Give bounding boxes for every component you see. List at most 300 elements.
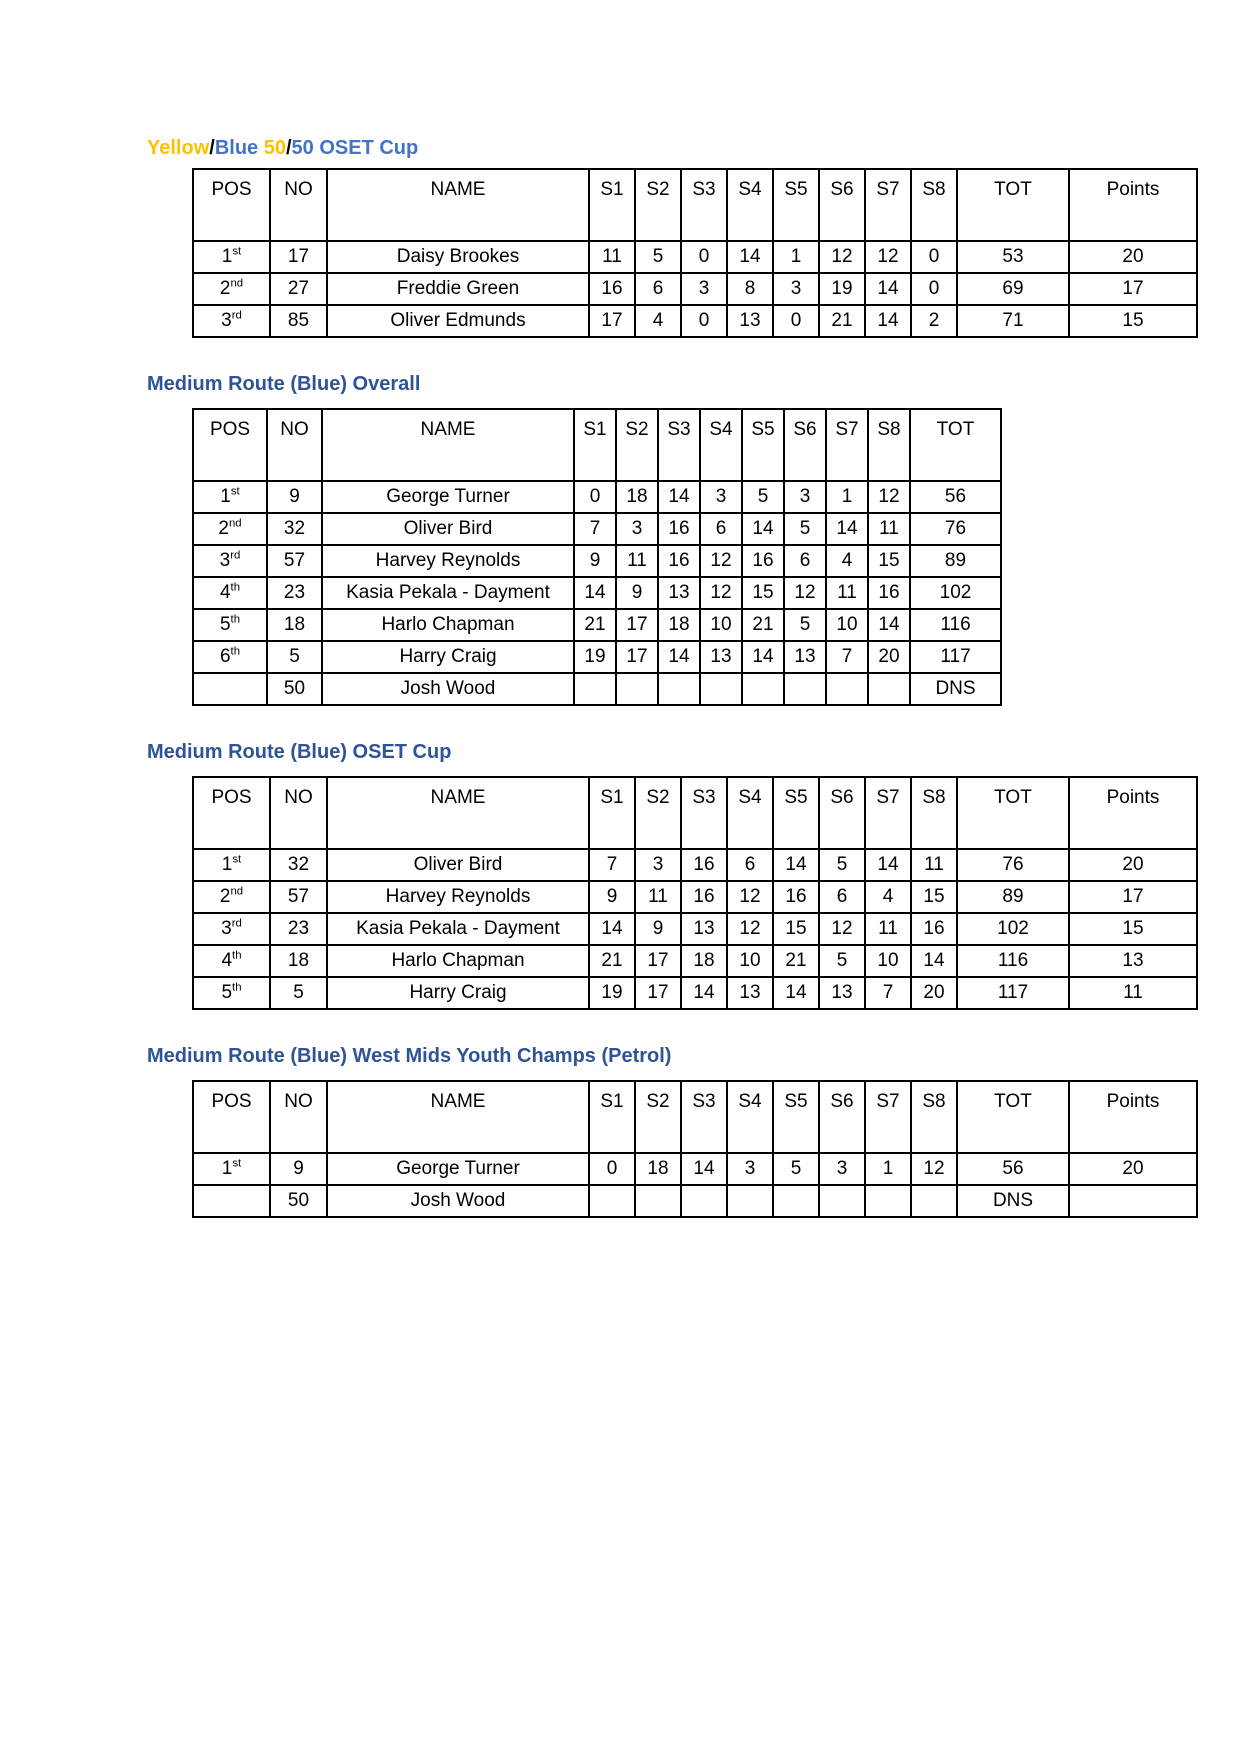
- position-cell: [193, 481, 267, 513]
- position-number: 1: [221, 854, 233, 875]
- points-cell: 20: [1069, 849, 1197, 881]
- rider-name-cell: Harlo Chapman: [322, 609, 574, 641]
- rider-name-cell: Josh Wood: [322, 673, 574, 705]
- position-ordinal-suffix: nd: [228, 517, 242, 530]
- column-header: S6: [784, 409, 826, 481]
- section-score-cell: 6: [819, 881, 865, 913]
- rider-number-cell: 32: [270, 849, 327, 881]
- column-header: S5: [773, 1081, 819, 1153]
- column-header: S1: [589, 169, 635, 241]
- table-row: [193, 577, 1001, 609]
- rider-number-cell: 9: [267, 481, 322, 513]
- section-score-cell: 9: [574, 545, 616, 577]
- section-score-cell: 16: [868, 577, 910, 609]
- position-number: 4: [221, 950, 233, 971]
- section-score-cell: 13: [681, 913, 727, 945]
- column-header: S1: [574, 409, 616, 481]
- section-score-cell: 0: [911, 273, 957, 305]
- section-score-cell: 0: [911, 241, 957, 273]
- section-score-cell: 11: [589, 241, 635, 273]
- section-score-cell: [773, 1185, 819, 1217]
- column-header: TOT: [957, 1081, 1069, 1153]
- table-row: [193, 241, 1197, 273]
- heading-yellow-blue-5050-oset-cup: [147, 136, 1210, 160]
- section-score-cell: 11: [635, 881, 681, 913]
- section-score-cell: 14: [742, 513, 784, 545]
- section-score-cell: 12: [868, 481, 910, 513]
- section-score-cell: 0: [773, 305, 819, 337]
- section-score-cell: 21: [574, 609, 616, 641]
- position-ordinal-suffix: rd: [231, 309, 242, 322]
- column-header: NAME: [327, 777, 589, 849]
- section-score-cell: [589, 1185, 635, 1217]
- column-header: S8: [911, 777, 957, 849]
- table-row: [193, 609, 1001, 641]
- table-row: [193, 481, 1001, 513]
- section-score-cell: 11: [865, 913, 911, 945]
- rider-name-cell: Harlo Chapman: [327, 945, 589, 977]
- section-score-cell: 13: [784, 641, 826, 673]
- position-cell: [193, 913, 270, 945]
- section-score-cell: 18: [616, 481, 658, 513]
- section-score-cell: 14: [658, 481, 700, 513]
- table-row: [193, 945, 1197, 977]
- section-score-cell: 16: [589, 273, 635, 305]
- position-cell: [193, 545, 267, 577]
- section-score-cell: [784, 673, 826, 705]
- column-header: TOT: [957, 169, 1069, 241]
- position-number: 2: [218, 518, 229, 539]
- position-ordinal-suffix: rd: [230, 549, 241, 562]
- section-score-cell: [868, 673, 910, 705]
- position-cell: [193, 849, 270, 881]
- column-header: S5: [742, 409, 784, 481]
- rider-name-cell: Kasia Pekala - Dayment: [327, 913, 589, 945]
- position-ordinal-suffix: st: [232, 853, 242, 866]
- position-cell: [193, 945, 270, 977]
- total-cell: 71: [957, 305, 1069, 337]
- total-cell: 76: [910, 513, 1001, 545]
- total-cell: 53: [957, 241, 1069, 273]
- column-header: Points: [1069, 1081, 1197, 1153]
- column-header: NAME: [322, 409, 574, 481]
- column-header: S3: [681, 777, 727, 849]
- total-cell: 116: [910, 609, 1001, 641]
- position-ordinal-suffix: st: [232, 1157, 242, 1170]
- section-score-cell: 14: [773, 849, 819, 881]
- position-ordinal-suffix: st: [230, 485, 240, 498]
- section-score-cell: 16: [742, 545, 784, 577]
- position-cell: [193, 241, 270, 273]
- points-cell: 15: [1069, 305, 1197, 337]
- section-score-cell: 14: [865, 305, 911, 337]
- column-header: S6: [819, 777, 865, 849]
- section-score-cell: 5: [784, 513, 826, 545]
- position-number: 2: [219, 278, 231, 299]
- section-score-cell: 14: [658, 641, 700, 673]
- section-score-cell: 16: [658, 513, 700, 545]
- column-header: NO: [270, 777, 327, 849]
- section-score-cell: 3: [773, 273, 819, 305]
- table-row: [193, 881, 1197, 913]
- column-header: Points: [1069, 777, 1197, 849]
- section-score-cell: 10: [700, 609, 742, 641]
- section-score-cell: 4: [635, 305, 681, 337]
- header-row: [193, 1081, 1197, 1153]
- position-number: 3: [221, 918, 232, 939]
- section-score-cell: 12: [819, 913, 865, 945]
- position-number: 5: [219, 614, 231, 635]
- position-cell: [193, 609, 267, 641]
- section-score-cell: 6: [700, 513, 742, 545]
- section-score-cell: 11: [616, 545, 658, 577]
- rider-number-cell: 23: [267, 577, 322, 609]
- section-score-cell: 0: [589, 1153, 635, 1185]
- section-score-cell: 20: [868, 641, 910, 673]
- rider-name-cell: Freddie Green: [327, 273, 589, 305]
- section-score-cell: 18: [658, 609, 700, 641]
- points-cell: 20: [1069, 1153, 1197, 1185]
- section-score-cell: 16: [681, 881, 727, 913]
- total-cell: 56: [910, 481, 1001, 513]
- section-score-cell: [681, 1185, 727, 1217]
- rider-name-cell: Daisy Brookes: [327, 241, 589, 273]
- position-number: 6: [219, 646, 231, 667]
- total-cell: 76: [957, 849, 1069, 881]
- rider-name-cell: Harry Craig: [327, 977, 589, 1009]
- column-header: S2: [635, 777, 681, 849]
- column-header: S5: [773, 169, 819, 241]
- position-ordinal-suffix: th: [230, 645, 241, 658]
- rider-name-cell: Oliver Bird: [322, 513, 574, 545]
- section-score-cell: 12: [911, 1153, 957, 1185]
- column-header: POS: [193, 1081, 270, 1153]
- rider-number-cell: 32: [267, 513, 322, 545]
- position-ordinal-suffix: th: [230, 581, 241, 594]
- section-score-cell: 5: [784, 609, 826, 641]
- heading-medium-route-blue-west-mids: Medium Route (Blue) West Mids Youth Champs (Petrol): [147, 1045, 672, 1067]
- section-score-cell: 15: [868, 545, 910, 577]
- rider-number-cell: 5: [267, 641, 322, 673]
- position-number: 2: [219, 886, 231, 907]
- section-score-cell: 5: [773, 1153, 819, 1185]
- column-header: NAME: [327, 169, 589, 241]
- total-cell: 102: [957, 913, 1069, 945]
- section-score-cell: [911, 1185, 957, 1217]
- column-header: S4: [700, 409, 742, 481]
- rider-name-cell: Harvey Reynolds: [327, 881, 589, 913]
- table-row: [193, 913, 1197, 945]
- section-score-cell: 3: [819, 1153, 865, 1185]
- section-score-cell: 12: [727, 881, 773, 913]
- section-score-cell: 10: [826, 609, 868, 641]
- total-cell: 89: [910, 545, 1001, 577]
- section-score-cell: 6: [727, 849, 773, 881]
- section-score-cell: 7: [589, 849, 635, 881]
- rider-number-cell: 18: [270, 945, 327, 977]
- column-header: S8: [868, 409, 910, 481]
- section-score-cell: 16: [911, 913, 957, 945]
- heading-segment: Yellow: [147, 137, 210, 159]
- section-score-cell: 12: [727, 913, 773, 945]
- table-row: [193, 1153, 1197, 1185]
- section-score-cell: 20: [911, 977, 957, 1009]
- section-score-cell: [616, 673, 658, 705]
- rider-number-cell: 17: [270, 241, 327, 273]
- section-score-cell: 4: [826, 545, 868, 577]
- section-score-cell: 11: [868, 513, 910, 545]
- section-score-cell: 13: [658, 577, 700, 609]
- rider-number-cell: 5: [270, 977, 327, 1009]
- section-score-cell: 14: [865, 849, 911, 881]
- heading-segment: 50 OSET Cup: [291, 137, 419, 159]
- section-score-cell: [727, 1185, 773, 1217]
- column-header: NO: [270, 169, 327, 241]
- table-row: [193, 977, 1197, 1009]
- table-row: [193, 641, 1001, 673]
- column-header: S1: [589, 777, 635, 849]
- position-ordinal-suffix: th: [230, 613, 241, 626]
- section-score-cell: 11: [911, 849, 957, 881]
- section-score-cell: 1: [773, 241, 819, 273]
- section-score-cell: 0: [681, 305, 727, 337]
- section-score-cell: 13: [727, 977, 773, 1009]
- section-score-cell: 11: [826, 577, 868, 609]
- rider-name-cell: Oliver Bird: [327, 849, 589, 881]
- section-score-cell: 17: [616, 641, 658, 673]
- section-score-cell: 16: [773, 881, 819, 913]
- section-score-cell: 12: [700, 577, 742, 609]
- total-cell: 89: [957, 881, 1069, 913]
- position-cell: [193, 1153, 270, 1185]
- section-score-cell: 3: [700, 481, 742, 513]
- section-score-cell: 15: [742, 577, 784, 609]
- rider-name-cell: Harry Craig: [322, 641, 574, 673]
- column-header: POS: [193, 169, 270, 241]
- section-score-cell: 3: [727, 1153, 773, 1185]
- section-score-cell: 10: [865, 945, 911, 977]
- column-header: S3: [681, 169, 727, 241]
- section-score-cell: 14: [589, 913, 635, 945]
- position-cell: [193, 305, 270, 337]
- position-cell: [193, 273, 270, 305]
- section-score-cell: 19: [589, 977, 635, 1009]
- section-score-cell: 14: [574, 577, 616, 609]
- column-header: S2: [616, 409, 658, 481]
- rider-number-cell: 57: [267, 545, 322, 577]
- section-score-cell: 9: [635, 913, 681, 945]
- section-score-cell: 7: [826, 641, 868, 673]
- section-score-cell: 3: [635, 849, 681, 881]
- section-score-cell: 5: [742, 481, 784, 513]
- section-score-cell: 10: [727, 945, 773, 977]
- column-header: POS: [193, 409, 267, 481]
- section-score-cell: 21: [773, 945, 819, 977]
- section-score-cell: 4: [865, 881, 911, 913]
- position-number: 1: [221, 1158, 233, 1179]
- position-number: 1: [221, 246, 233, 267]
- section-score-cell: 3: [681, 273, 727, 305]
- section-score-cell: [658, 673, 700, 705]
- header-row: [193, 409, 1001, 481]
- table-yellow-blue-5050-oset-cup: [192, 168, 1198, 338]
- section-score-cell: 7: [574, 513, 616, 545]
- section-score-cell: 14: [868, 609, 910, 641]
- section-score-cell: 9: [616, 577, 658, 609]
- section-score-cell: 12: [784, 577, 826, 609]
- column-header: S7: [826, 409, 868, 481]
- table-row: [193, 513, 1001, 545]
- rider-name-cell: George Turner: [327, 1153, 589, 1185]
- section-score-cell: 14: [681, 1153, 727, 1185]
- column-header: S2: [635, 169, 681, 241]
- section-score-cell: 1: [865, 1153, 911, 1185]
- points-cell: 17: [1069, 273, 1197, 305]
- section-score-cell: [635, 1185, 681, 1217]
- total-cell: 56: [957, 1153, 1069, 1185]
- section-score-cell: 16: [658, 545, 700, 577]
- column-header: S4: [727, 1081, 773, 1153]
- column-header: TOT: [910, 409, 1001, 481]
- section-score-cell: 3: [616, 513, 658, 545]
- section-score-cell: 14: [742, 641, 784, 673]
- table-medium-route-blue-oset-cup: [192, 776, 1198, 1010]
- table-medium-route-blue-west-mids: [192, 1080, 1198, 1218]
- total-cell: 117: [910, 641, 1001, 673]
- table-row: [193, 545, 1001, 577]
- section-score-cell: 19: [574, 641, 616, 673]
- column-header: S4: [727, 777, 773, 849]
- section-score-cell: 7: [865, 977, 911, 1009]
- heading-medium-route-blue-oset-cup: Medium Route (Blue) OSET Cup: [147, 741, 452, 763]
- position-ordinal-suffix: nd: [230, 885, 244, 898]
- section-score-cell: 13: [700, 641, 742, 673]
- rider-number-cell: 9: [270, 1153, 327, 1185]
- column-header: S3: [658, 409, 700, 481]
- section-score-cell: 15: [911, 881, 957, 913]
- section-score-cell: 12: [865, 241, 911, 273]
- table-row: [193, 273, 1197, 305]
- points-cell: [1069, 1185, 1197, 1217]
- column-header: S8: [911, 169, 957, 241]
- column-header: S6: [819, 1081, 865, 1153]
- column-header: S8: [911, 1081, 957, 1153]
- column-header: NAME: [327, 1081, 589, 1153]
- column-header: NO: [270, 1081, 327, 1153]
- table-row: [193, 849, 1197, 881]
- section-score-cell: 6: [784, 545, 826, 577]
- section-score-cell: [865, 1185, 911, 1217]
- rider-name-cell: Kasia Pekala - Dayment: [322, 577, 574, 609]
- position-number: 5: [221, 982, 233, 1003]
- section-score-cell: 0: [574, 481, 616, 513]
- section-score-cell: [574, 673, 616, 705]
- heading-segment: 50: [263, 137, 286, 159]
- section-score-cell: 14: [681, 977, 727, 1009]
- table-row: [193, 673, 1001, 705]
- position-ordinal-suffix: nd: [230, 277, 244, 290]
- table-medium-route-blue-overall: [192, 408, 1002, 706]
- section-score-cell: 12: [819, 241, 865, 273]
- column-header: S1: [589, 1081, 635, 1153]
- section-score-cell: 21: [589, 945, 635, 977]
- rider-name-cell: George Turner: [322, 481, 574, 513]
- section-score-cell: [819, 1185, 865, 1217]
- section-score-cell: 15: [773, 913, 819, 945]
- position-cell: [193, 977, 270, 1009]
- column-header: S7: [865, 777, 911, 849]
- rider-number-cell: 18: [267, 609, 322, 641]
- section-score-cell: 14: [727, 241, 773, 273]
- column-header: NO: [267, 409, 322, 481]
- position-cell: [193, 881, 270, 913]
- section-score-cell: 17: [589, 305, 635, 337]
- column-header: S3: [681, 1081, 727, 1153]
- column-header: POS: [193, 777, 270, 849]
- points-cell: 13: [1069, 945, 1197, 977]
- section-score-cell: [742, 673, 784, 705]
- column-header: TOT: [957, 777, 1069, 849]
- position-number: 3: [219, 550, 231, 571]
- section-score-cell: 3: [784, 481, 826, 513]
- rider-number-cell: 57: [270, 881, 327, 913]
- section-score-cell: 18: [635, 1153, 681, 1185]
- position-ordinal-suffix: th: [232, 981, 242, 994]
- rider-name-cell: Harvey Reynolds: [322, 545, 574, 577]
- section-score-cell: 21: [819, 305, 865, 337]
- heading-segment: Blue: [214, 137, 264, 159]
- position-cell: [193, 513, 267, 545]
- position-cell: [193, 577, 267, 609]
- position-cell: [193, 641, 267, 673]
- section-score-cell: 5: [635, 241, 681, 273]
- total-cell: 102: [910, 577, 1001, 609]
- section-score-cell: 17: [635, 977, 681, 1009]
- rider-number-cell: 85: [270, 305, 327, 337]
- section-score-cell: 13: [727, 305, 773, 337]
- rider-name-cell: Josh Wood: [327, 1185, 589, 1217]
- section-score-cell: 5: [819, 945, 865, 977]
- total-cell: DNS: [910, 673, 1001, 705]
- section-score-cell: 13: [819, 977, 865, 1009]
- position-number: 1: [220, 486, 231, 507]
- position-cell: [193, 1185, 270, 1217]
- section-score-cell: 14: [911, 945, 957, 977]
- rider-number-cell: 23: [270, 913, 327, 945]
- section-score-cell: 8: [727, 273, 773, 305]
- section-score-cell: 21: [742, 609, 784, 641]
- position-ordinal-suffix: st: [232, 245, 242, 258]
- rider-name-cell: Oliver Edmunds: [327, 305, 589, 337]
- points-cell: 15: [1069, 913, 1197, 945]
- points-cell: 11: [1069, 977, 1197, 1009]
- total-cell: 116: [957, 945, 1069, 977]
- position-cell: [193, 673, 267, 705]
- section-score-cell: 12: [700, 545, 742, 577]
- points-cell: 20: [1069, 241, 1197, 273]
- column-header: S4: [727, 169, 773, 241]
- rider-number-cell: 50: [270, 1185, 327, 1217]
- heading-medium-route-blue-overall: Medium Route (Blue) Overall: [147, 373, 421, 395]
- column-header: S5: [773, 777, 819, 849]
- total-cell: 69: [957, 273, 1069, 305]
- column-header: S7: [865, 1081, 911, 1153]
- section-score-cell: 14: [826, 513, 868, 545]
- section-score-cell: 0: [681, 241, 727, 273]
- section-score-cell: 5: [819, 849, 865, 881]
- section-score-cell: 17: [635, 945, 681, 977]
- rider-number-cell: 27: [270, 273, 327, 305]
